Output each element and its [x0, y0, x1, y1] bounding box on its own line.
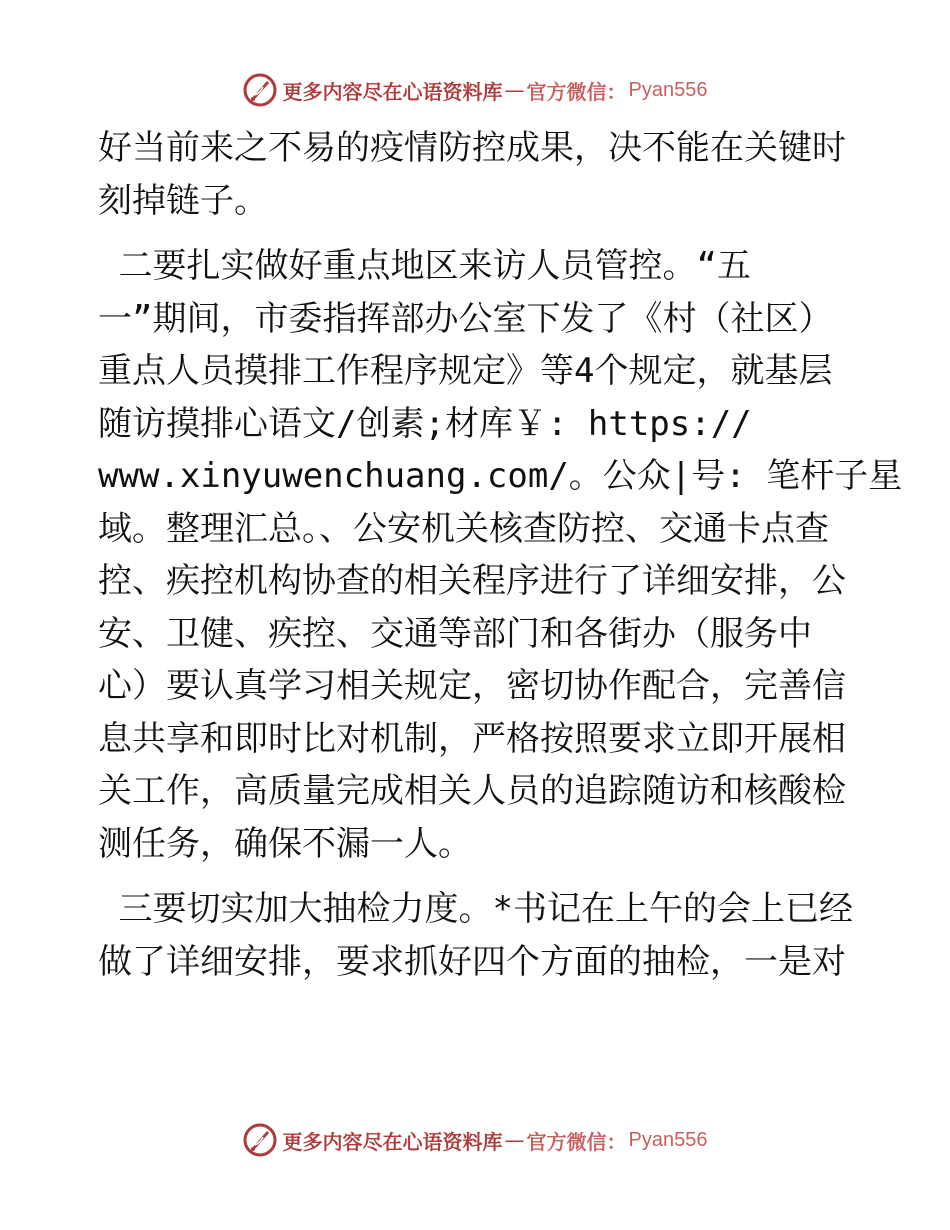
footer-separator: — [504, 1128, 525, 1152]
paragraph [98, 240, 903, 870]
text-line: 一”期间，市委指挥部办公室下发了《村（社区） [98, 298, 833, 339]
red-quill-circle-logo-icon [243, 1123, 277, 1157]
text-line: 重点人员摸排工作程序规定》等4个规定，就基层 [98, 351, 833, 391]
header-site-name: 更多内容尽在心语资料库 [282, 79, 503, 104]
header-wechat-id: Pyan556 [628, 78, 708, 101]
text-line: 关工作，高质量完成相关人员的追踪随访和核酸检 [98, 771, 846, 811]
text-line: 随访摸排心语文/创素;材库￥: https:// [98, 403, 752, 444]
footer-official-label: 官方微信： [526, 1129, 627, 1154]
footer-site-name: 更多内容尽在心语资料库 [282, 1129, 503, 1154]
text-line: 控、疾控机构协查的相关程序进行了详细安排，公 [98, 561, 846, 601]
text-line: 息共享和即时比对机制，严格按照要求立即开展相 [98, 718, 846, 759]
text-line: 好当前来之不易的疫情防控成果，决不能在关键时 [98, 128, 846, 168]
text-line: 测任务，确保不漏一人。 [98, 823, 472, 864]
paragraph [98, 883, 853, 988]
text-line: 安、卫健、疾控、交通等部门和各街办（服务中 [98, 613, 812, 654]
footer-watermark-banner [0, 1120, 950, 1160]
text-line: 三要切实加大抽检力度。*书记在上午的会上已经 [98, 889, 853, 929]
document-body [98, 122, 903, 988]
paragraph [98, 122, 850, 227]
header-watermark-banner [0, 70, 950, 110]
red-quill-circle-logo-icon [243, 73, 277, 107]
text-line: 刻掉链子。 [98, 180, 268, 221]
header-separator: — [504, 78, 525, 102]
text-line: 心）要认真学习相关规定，密切协作配合，完善信 [98, 666, 846, 706]
text-line: www.xinyuwenchuang.com/。公众|号: 笔杆子星 [98, 456, 903, 496]
text-line: 域。整理汇总。、公安机关核查防控、交通卡点查 [98, 508, 829, 549]
text-line: 二要扎实做好重点地区来访人员管控。“五 [98, 246, 751, 286]
footer-wechat-id: Pyan556 [628, 1128, 708, 1151]
text-line: 做了详细安排，要求抓好四个方面的抽检，一是对 [98, 941, 846, 982]
header-official-label: 官方微信： [526, 79, 627, 104]
